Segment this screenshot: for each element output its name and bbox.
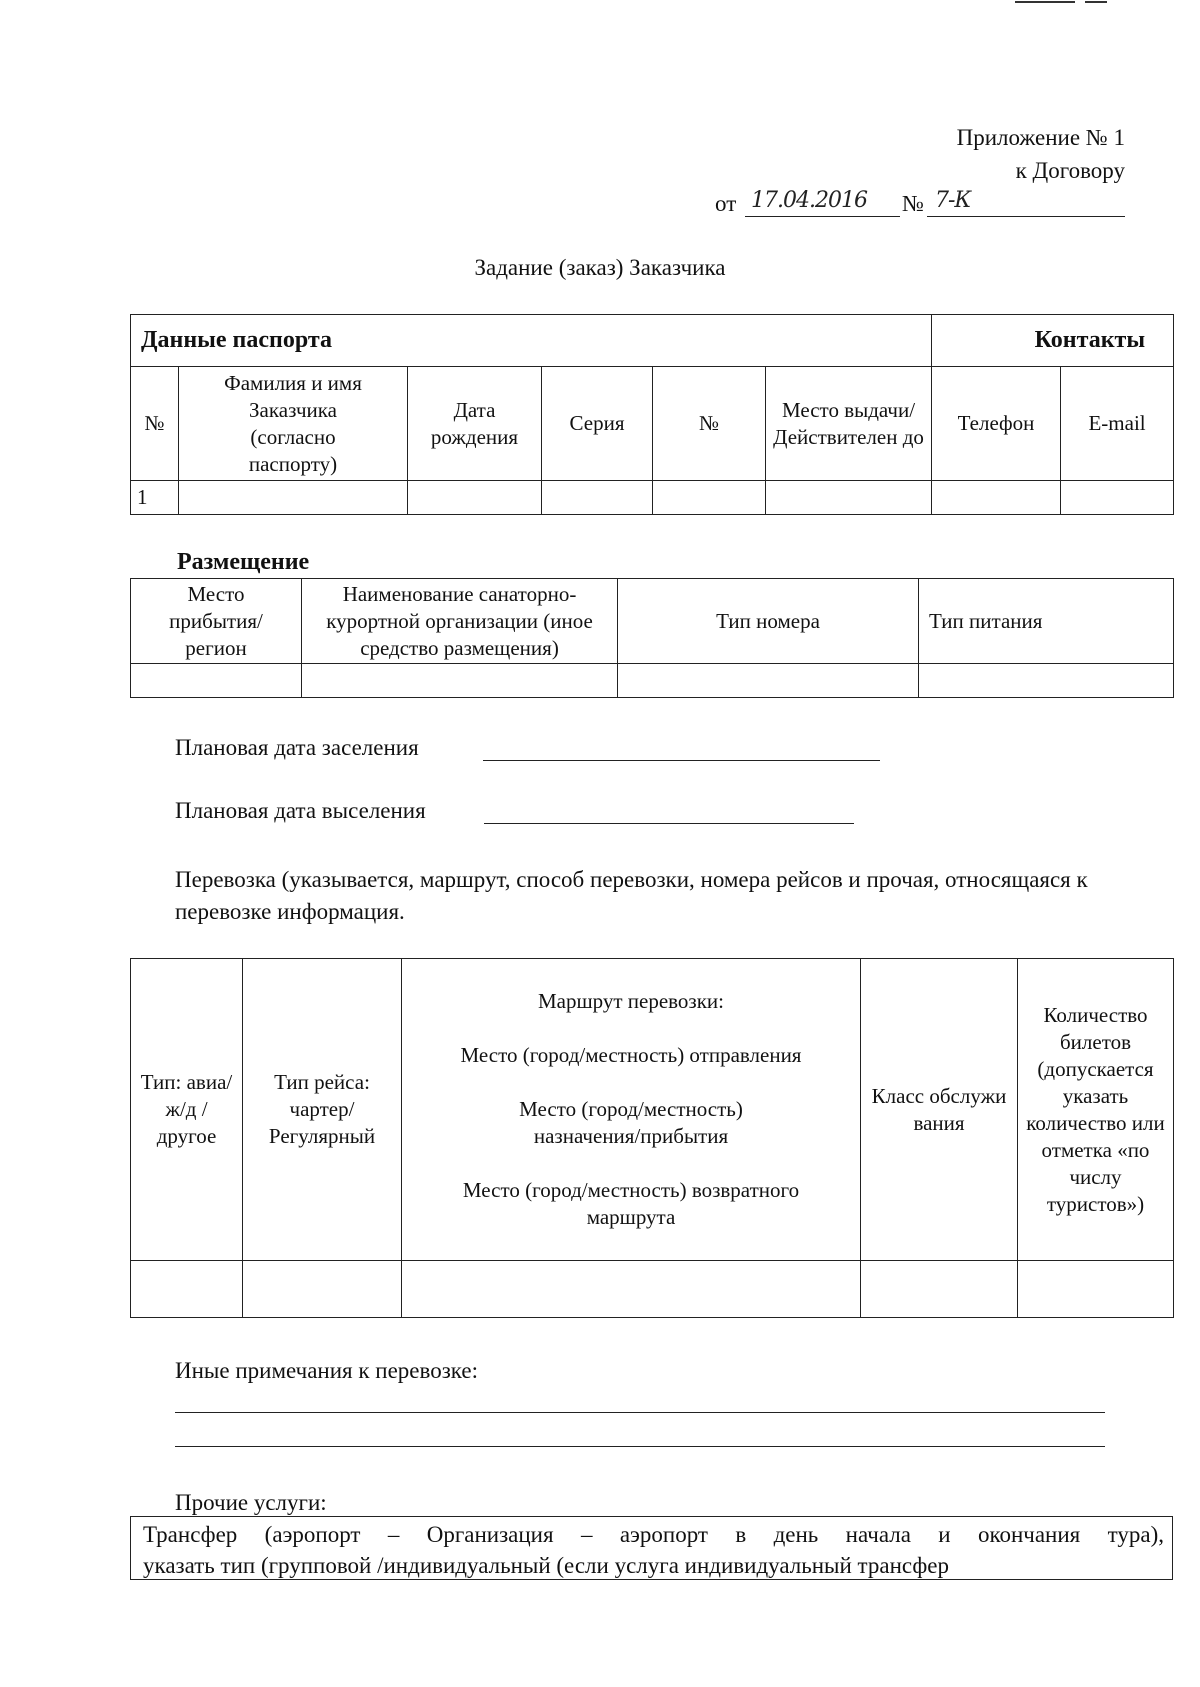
col-issue-place: Место выдачи/ Действителен до: [766, 367, 932, 481]
passport-table: [130, 314, 1174, 515]
route-return: Место (город/местность) возвратного маршрута: [462, 1178, 800, 1229]
arrival-region-cell[interactable]: [131, 664, 302, 698]
service-class-cell[interactable]: [861, 1261, 1018, 1318]
section-contacts: Контакты: [932, 315, 1174, 367]
passport-number-cell[interactable]: [653, 481, 766, 515]
transport-table: [130, 958, 1174, 1318]
col-arrival-region: Место прибытия/ регион: [131, 579, 302, 664]
col-ticket-count: Количество билетов (допускается указать количество или отметка «по числу туристов»): [1018, 959, 1174, 1261]
other-services-label: Прочие услуги:: [175, 1490, 327, 1515]
checkin-date-field[interactable]: [483, 730, 880, 761]
date-field: [745, 188, 900, 217]
col-meal-type: Тип питания: [919, 579, 1174, 664]
accommodation-heading: Размещение: [177, 549, 310, 575]
services-line-1: Трансфер (аэропорт – Организация – аэропорт в день начала и окончания тура),: [143, 1522, 1164, 1547]
appendix-title: Приложение № 1: [956, 125, 1125, 150]
meal-type-cell[interactable]: [919, 664, 1174, 698]
route-cell[interactable]: [402, 1261, 861, 1318]
col-series: Серия: [542, 367, 653, 481]
transport-note: Перевозка (указывается, маршрут, способ перевозки, номера рейсов и прочая, относящаяся к перевозке информация.: [175, 867, 1088, 924]
col-transport-type: Тип: авиа/ж/д / другое: [131, 959, 243, 1261]
name-cell[interactable]: [179, 481, 408, 515]
col-email: E-mail: [1061, 367, 1174, 481]
phone-cell[interactable]: [932, 481, 1061, 515]
services-line-2: указать тип (групповой /индивидуальный (если услуга индивидуальный трансфер: [143, 1553, 949, 1578]
contract-reference: к Договору: [1015, 158, 1125, 183]
date-number-line: [715, 188, 1125, 220]
scan-mark: [1085, 1, 1107, 3]
route-destination: Место (город/местность) назначения/прибытия: [519, 1097, 743, 1148]
route-departure: Место (город/местность) отправления: [460, 1043, 802, 1067]
col-flight-type: Тип рейса: чартер/ Регулярный: [243, 959, 402, 1261]
number-field: [927, 188, 1125, 217]
notes-line-1[interactable]: [175, 1384, 1105, 1413]
date-handwritten: 17.04.2016: [751, 188, 867, 213]
col-passport-number: №: [653, 367, 766, 481]
col-full-name: Фамилия и имя Заказчика (согласно паспорту): [179, 367, 408, 481]
series-cell[interactable]: [542, 481, 653, 515]
room-type-cell[interactable]: [618, 664, 919, 698]
other-notes-label: Иные примечания к перевозке:: [175, 1358, 478, 1383]
col-phone: Телефон: [932, 367, 1061, 481]
accommodation-table: [130, 578, 1174, 698]
organization-cell[interactable]: [302, 664, 618, 698]
flight-type-cell[interactable]: [243, 1261, 402, 1318]
ticket-count-cell[interactable]: [1018, 1261, 1174, 1318]
row-number-cell: 1: [131, 481, 179, 515]
route-title: Маршрут перевозки:: [537, 989, 725, 1013]
other-services-box: [130, 1516, 1173, 1580]
col-route: [402, 959, 861, 1261]
section-passport: Данные паспорта: [131, 315, 932, 367]
col-room-type: Тип номера: [618, 579, 919, 664]
transport-type-cell[interactable]: [131, 1261, 243, 1318]
checkout-date-field[interactable]: [484, 793, 854, 824]
from-label: от: [715, 191, 737, 216]
checkout-label: Плановая дата выселения: [175, 798, 426, 823]
number-handwritten: 7-К: [935, 188, 971, 213]
scan-mark: [1015, 1, 1075, 3]
document-title: Задание (заказ) Заказчика: [474, 255, 726, 280]
birth-date-cell[interactable]: [408, 481, 542, 515]
notes-line-2[interactable]: [175, 1418, 1105, 1447]
issue-place-cell[interactable]: [766, 481, 932, 515]
email-cell[interactable]: [1061, 481, 1174, 515]
number-label: №: [902, 191, 924, 216]
col-number: №: [131, 367, 179, 481]
col-service-class: Класс обслуживания: [861, 959, 1018, 1261]
col-birth-date: Дата рождения: [408, 367, 542, 481]
col-organization: Наименование санаторно-курортной организации (иное средство размещения): [302, 579, 618, 664]
checkin-label: Плановая дата заселения: [175, 735, 419, 760]
